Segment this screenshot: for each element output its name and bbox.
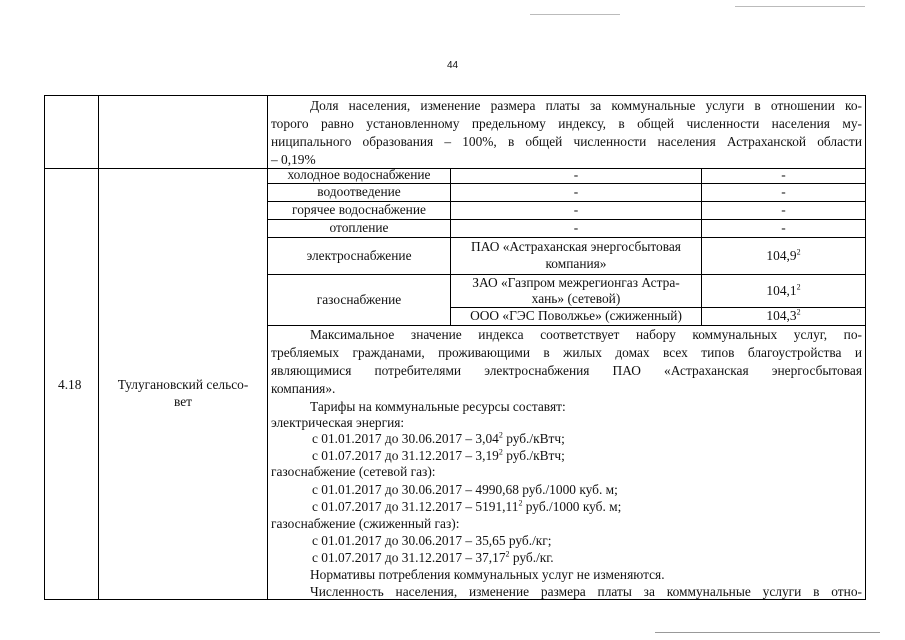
page-number: 44: [446, 60, 459, 71]
service-index: 104,3$^2$: [766, 307, 801, 323]
top-paragraph-line: торого равно установленному предельному индексу, в общей численности населения му-: [271, 116, 862, 131]
service-name: газоснабжение: [316, 292, 402, 307]
service-name: холодное водоснабжение: [287, 167, 431, 182]
municipality-name: Тулугановский сельсо-: [117, 377, 249, 392]
column-divider: [98, 95, 99, 600]
tariff-line: с 01.01.2017 до 30.06.2017 – 3,04$^2$ руб./кВтч;: [312, 430, 565, 446]
description-line: требляемых гражданами, проживающими в жилых домах всех типов благоустройства и: [271, 345, 862, 360]
norms-statement: Нормативы потребления коммунальных услуг не изменяются.: [310, 567, 665, 582]
tariff-line: с 01.07.2017 до 31.12.2017 – 37,17$^2$ руб./кг.: [312, 549, 554, 565]
service-index: 104,9$^2$: [766, 247, 801, 263]
scan-edge-line: [655, 632, 880, 633]
service-index: -: [781, 202, 786, 217]
service-index: -: [781, 184, 786, 199]
description-line: являющимися потребителями электроснабжения ПАО «Астраханская энергосбытовая: [271, 363, 862, 378]
description-line: компания».: [271, 381, 336, 396]
service-provider: компания»: [545, 256, 607, 271]
service-provider: ПАО «Астраханская энергосбытовая: [471, 239, 681, 254]
service-provider: ООО «ГЭС Поволжье» (сжиженный): [470, 308, 682, 323]
scan-edge-line: [530, 14, 620, 15]
service-provider: -: [573, 167, 579, 182]
tariff-label: электрическая энергия:: [271, 415, 405, 430]
description-line: Численность населения, изменение размера платы за коммунальные услуги в отно-: [310, 584, 862, 599]
service-index: -: [781, 220, 786, 235]
table-top-border: [44, 95, 866, 96]
tariff-line: с 01.07.2017 до 31.12.2017 – 5191,11$^2$ руб./1000 куб. м;: [312, 498, 622, 514]
service-name: электроснабжение: [306, 248, 412, 263]
service-provider: -: [573, 184, 579, 199]
service-provider: -: [573, 220, 579, 235]
service-provider: -: [573, 202, 579, 217]
tariff-line: с 01.01.2017 до 30.06.2017 – 35,65 руб./кг;: [312, 533, 552, 548]
service-provider: ЗАО «Газпром межрегионгаз Астра-: [472, 275, 680, 290]
description-line: Максимальное значение индекса соответствует набору коммунальных услуг, по-: [310, 327, 862, 342]
tariff-line: с 01.07.2017 до 31.12.2017 – 3,19$^2$ руб./кВтч;: [312, 447, 565, 463]
service-name: отопление: [329, 220, 389, 235]
tariff-label: газоснабжение (сетевой газ):: [271, 464, 436, 479]
row-number: 4.18: [58, 377, 82, 392]
tariff-label: газоснабжение (сжиженный газ):: [271, 516, 460, 531]
top-paragraph-line: ниципального образования – 100%, в общей численности населения Астраханской области: [271, 134, 862, 149]
service-index: 104,1$^2$: [766, 282, 801, 298]
tariff-line: с 01.01.2017 до 30.06.2017 – 4990,68 руб./1000 куб. м;: [312, 482, 618, 497]
scan-edge-line: [735, 6, 865, 7]
service-provider: хань» (сетевой): [531, 291, 621, 306]
top-paragraph-line: Доля населения, изменение размера платы за коммунальные услуги в отношении ко-: [310, 98, 862, 113]
municipality-name: вет: [173, 394, 193, 409]
table-left-border: [44, 95, 45, 600]
top-paragraph-line: – 0,19%: [271, 152, 316, 167]
tariffs-heading: Тарифы на коммунальные ресурсы составят:: [310, 399, 566, 414]
table-right-border: [865, 95, 866, 600]
service-name: горячее водоснабжение: [292, 202, 426, 217]
service-index: -: [781, 167, 786, 182]
service-name: водоотведение: [317, 184, 401, 199]
